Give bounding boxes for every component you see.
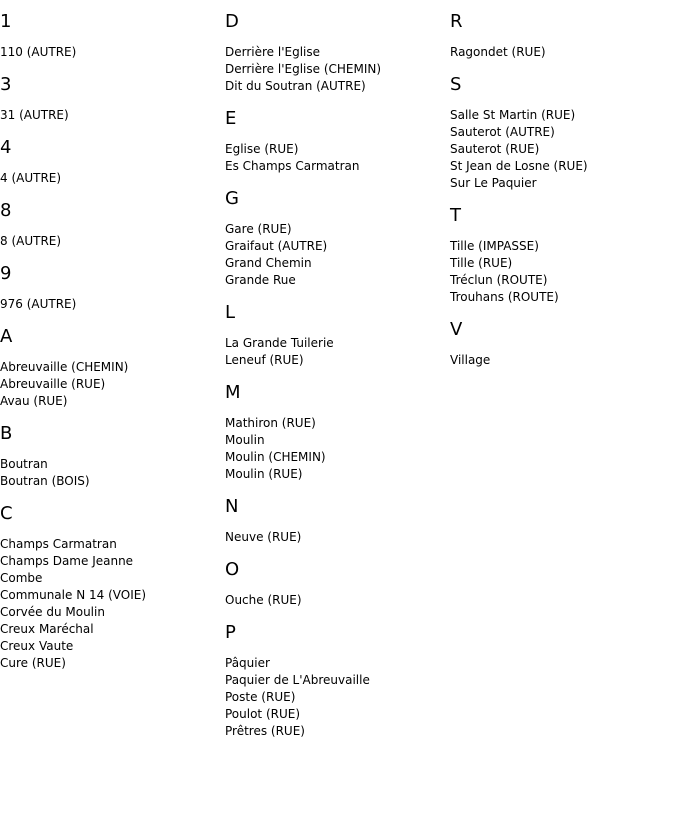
street-link[interactable]: Es Champs Carmatran — [225, 159, 360, 173]
letter-group — [450, 318, 675, 369]
letter-heading: L — [225, 302, 236, 323]
street-link[interactable]: Gare (RUE) — [225, 222, 292, 236]
letter-heading: C — [0, 503, 13, 524]
street-link[interactable]: Trouhans (ROUTE) — [450, 290, 559, 304]
street-link[interactable]: Neuve (RUE) — [225, 530, 302, 544]
letter-group — [225, 495, 450, 546]
letter-group — [0, 73, 225, 124]
letter-group — [0, 325, 225, 410]
street-link[interactable]: Tille (RUE) — [450, 256, 513, 270]
street-link[interactable]: Tille (IMPASSE) — [450, 239, 539, 253]
letter-group — [0, 422, 225, 490]
street-link[interactable]: Cure (RUE) — [0, 656, 66, 670]
street-link[interactable]: Derrière l'Eglise — [225, 45, 320, 59]
street-link[interactable]: Creux Maréchal — [0, 622, 94, 636]
street-link[interactable]: Boutran (BOIS) — [0, 474, 90, 488]
letter-group — [225, 107, 450, 175]
street-link[interactable]: Prêtres (RUE) — [225, 724, 305, 738]
street-link[interactable]: St Jean de Losne (RUE) — [450, 159, 588, 173]
letter-group — [225, 301, 450, 369]
street-link[interactable]: Sur Le Paquier — [450, 176, 537, 190]
street-link[interactable]: Combe — [0, 571, 43, 585]
street-link[interactable]: 4 (AUTRE) — [0, 171, 62, 185]
street-link[interactable]: Ragondet (RUE) — [450, 45, 546, 59]
letter-heading: O — [225, 559, 240, 580]
street-link[interactable]: Eglise (RUE) — [225, 142, 299, 156]
letter-heading: 3 — [0, 74, 12, 95]
letter-group — [450, 204, 675, 306]
street-link[interactable]: Poulot (RUE) — [225, 707, 301, 721]
street-link[interactable]: Abreuvaille (RUE) — [0, 377, 106, 391]
letter-group — [225, 187, 450, 289]
street-link[interactable]: Paquier de L'Abreuvaille — [225, 673, 370, 687]
letter-heading: R — [450, 11, 463, 32]
letter-heading: S — [450, 74, 462, 95]
letter-group — [225, 381, 450, 483]
street-link[interactable]: Communale N 14 (VOIE) — [0, 588, 146, 602]
street-link[interactable]: 110 (AUTRE) — [0, 45, 77, 59]
street-link[interactable]: Leneuf (RUE) — [225, 353, 304, 367]
street-link[interactable]: Salle St Martin (RUE) — [450, 108, 576, 122]
street-index-column-2 — [225, 10, 450, 752]
letter-group — [450, 73, 675, 192]
letter-group — [0, 136, 225, 187]
street-index-column-3 — [450, 10, 675, 381]
letter-group — [0, 262, 225, 313]
street-link[interactable]: La Grande Tuilerie — [225, 336, 334, 350]
street-link[interactable]: Sauterot (AUTRE) — [450, 125, 555, 139]
street-link[interactable]: 8 (AUTRE) — [0, 234, 62, 248]
street-link[interactable]: Champs Dame Jeanne — [0, 554, 134, 568]
letter-group — [0, 10, 225, 61]
letter-heading: 9 — [0, 263, 12, 284]
street-link[interactable]: Tréclun (ROUTE) — [450, 273, 548, 287]
street-link[interactable]: Moulin — [225, 433, 265, 447]
street-link[interactable]: Mathiron (RUE) — [225, 416, 316, 430]
letter-heading: V — [450, 319, 463, 340]
street-link[interactable]: Moulin (RUE) — [225, 467, 303, 481]
street-link[interactable]: Moulin (CHEMIN) — [225, 450, 326, 464]
letter-group — [0, 199, 225, 250]
street-link[interactable]: Poste (RUE) — [225, 690, 296, 704]
letter-group — [225, 621, 450, 740]
street-link[interactable]: Abreuvaille (CHEMIN) — [0, 360, 129, 374]
letter-group — [450, 10, 675, 61]
street-link[interactable]: Sauterot (RUE) — [450, 142, 540, 156]
letter-heading: 8 — [0, 200, 12, 221]
street-link[interactable]: Corvée du Moulin — [0, 605, 105, 619]
letter-heading: P — [225, 622, 236, 643]
letter-heading: B — [0, 423, 13, 444]
street-link[interactable]: Grand Chemin — [225, 256, 312, 270]
street-link[interactable]: Dit du Soutran (AUTRE) — [225, 79, 366, 93]
street-link[interactable]: Graifaut (AUTRE) — [225, 239, 328, 253]
street-link[interactable]: Village — [450, 353, 491, 367]
letter-heading: E — [225, 108, 237, 129]
street-link[interactable]: Derrière l'Eglise (CHEMIN) — [225, 62, 382, 76]
street-link[interactable]: Avau (RUE) — [0, 394, 68, 408]
letter-heading: 4 — [0, 137, 12, 158]
letter-heading: D — [225, 11, 239, 32]
letter-heading: 1 — [0, 11, 12, 32]
street-link[interactable]: Boutran — [0, 457, 48, 471]
letter-group — [225, 558, 450, 609]
letter-heading: M — [225, 382, 241, 403]
street-link[interactable]: 976 (AUTRE) — [0, 297, 77, 311]
street-link[interactable]: 31 (AUTRE) — [0, 108, 69, 122]
letter-group — [0, 502, 225, 672]
letter-heading: A — [0, 326, 13, 347]
street-index-column-1 — [0, 10, 225, 684]
letter-heading: G — [225, 188, 239, 209]
street-link[interactable]: Ouche (RUE) — [225, 593, 302, 607]
letter-heading: N — [225, 496, 239, 517]
street-link[interactable]: Grande Rue — [225, 273, 296, 287]
street-link[interactable]: Pâquier — [225, 656, 270, 670]
street-link[interactable]: Creux Vaute — [0, 639, 74, 653]
letter-group — [225, 10, 450, 95]
street-link[interactable]: Champs Carmatran — [0, 537, 117, 551]
letter-heading: T — [450, 205, 461, 226]
